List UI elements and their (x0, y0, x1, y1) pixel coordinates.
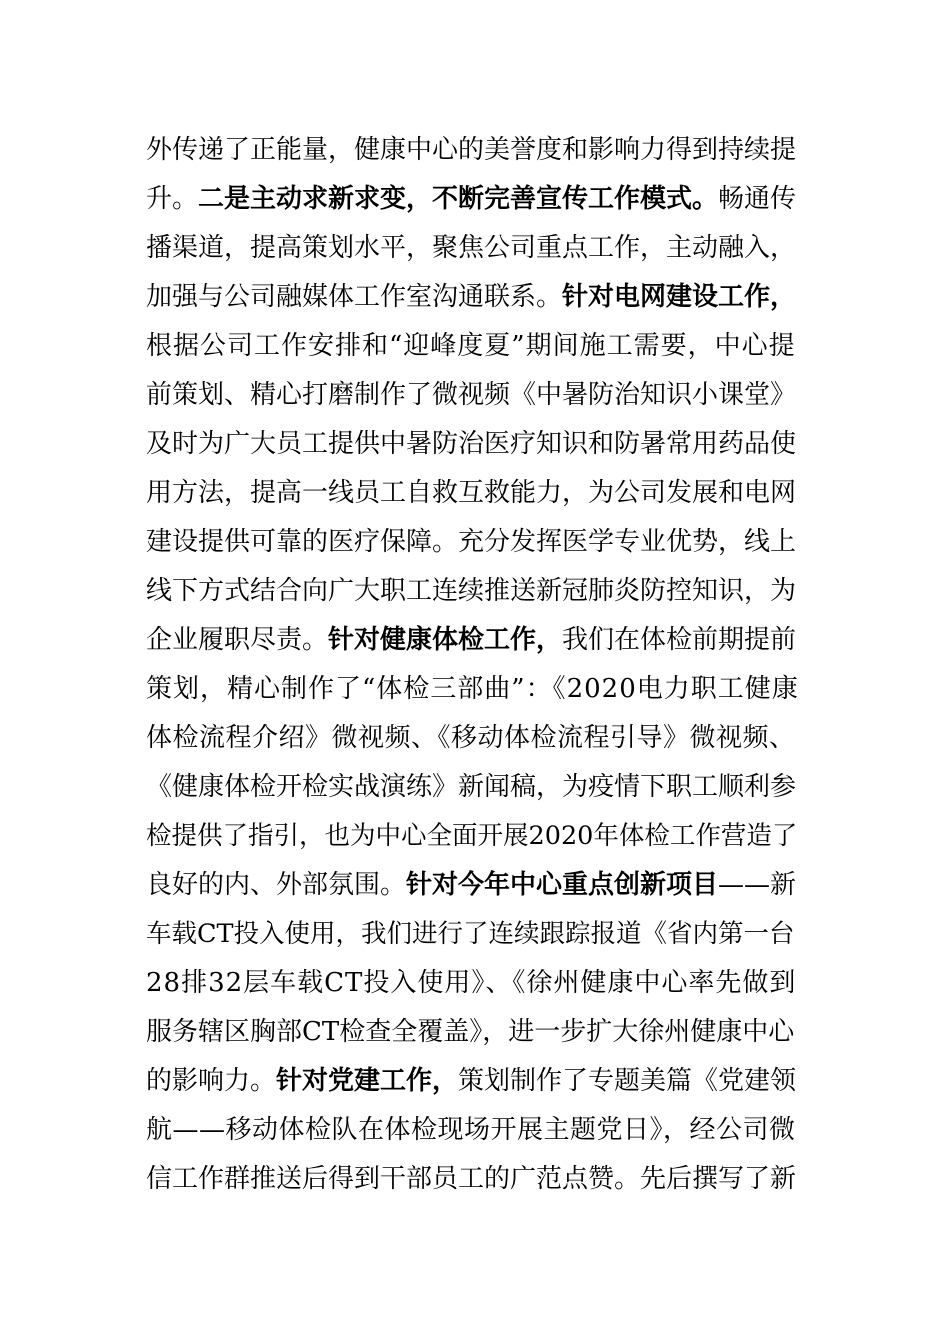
text-line (146, 1057, 806, 1106)
body-text: 《健康体检开检实战演练》新闻稿，为疫情下职工顺利参 (146, 772, 797, 802)
text-line (146, 616, 806, 665)
body-text: 车载CT投入使用，我们进行了连续跟踪报道《省内第一台 (146, 919, 795, 949)
bold-heading-text: 二是主动求新求变，不断完善宣传工作模式。 (198, 184, 719, 214)
body-text: 建设提供可靠的医疗保障。充分发挥医学专业优势，线上 (146, 527, 797, 557)
text-line (146, 567, 806, 616)
body-paragraph (146, 126, 806, 1204)
body-text: 加强与公司融媒体工作室沟通联系。 (146, 282, 563, 312)
text-line (146, 959, 806, 1008)
body-text: 服务辖区胸部CT检查全覆盖》，进一步扩大徐州健康中心 (146, 1017, 795, 1047)
body-text: 策划制作了专题美篇《党建领 (458, 1066, 797, 1096)
body-text: 及时为广大员工提供中暑防治医疗知识和防暑常用药品使 (146, 429, 797, 459)
text-line (146, 175, 806, 224)
text-line (146, 518, 806, 567)
text-line (146, 126, 806, 175)
body-text: 策划，精心制作了“体检三部曲”：《2020电力职工健康 (146, 674, 799, 704)
bold-heading-text: 针对电网建设工作， (562, 282, 797, 312)
text-line (146, 1008, 806, 1057)
text-line (146, 420, 806, 469)
text-line (146, 469, 806, 518)
text-line (146, 1106, 806, 1155)
body-text: 根据公司工作安排和“迎峰度夏”期间施工需要，中心提 (146, 331, 796, 361)
body-text: ——新 (718, 870, 797, 900)
text-line (146, 322, 806, 371)
text-line (146, 763, 806, 812)
text-line (146, 910, 806, 959)
body-text: 良好的内、外部氛围。 (146, 870, 407, 900)
body-text: 航——移动体检队在体检现场开展主题党日》，经公司微 (146, 1115, 796, 1145)
body-text: 用方法，提高一线员工自救互救能力，为公司发展和电网 (146, 478, 797, 508)
bold-heading-text: 针对今年中心重点创新项目 (406, 870, 719, 900)
body-text: 升。 (146, 184, 199, 214)
text-line (146, 371, 806, 420)
body-text: 的影响力。 (146, 1066, 277, 1096)
body-text: 28排32层车载CT投入使用》、《徐州健康中心率先做到 (146, 968, 797, 998)
body-text: 前策划、精心打磨制作了微视频《中暑防治知识小课堂》 (146, 380, 797, 410)
body-text: 我们在体检前期提前 (562, 625, 797, 655)
body-text: 检提供了指引，也为中心全面开展2020年体检工作营造了 (146, 821, 798, 851)
text-line (146, 273, 806, 322)
text-line (146, 812, 806, 861)
body-text: 信工作群推送后得到干部员工的广范点赞。先后撰写了新 (146, 1164, 797, 1194)
bold-heading-text: 针对党建工作， (276, 1066, 459, 1096)
bold-heading-text: 针对健康体检工作， (328, 625, 563, 655)
text-line (146, 861, 806, 910)
body-text: 企业履职尽责。 (146, 625, 329, 655)
body-text: 畅通传 (718, 184, 797, 214)
text-line (146, 665, 806, 714)
body-text: 线下方式结合向广大职工连续推送新冠肺炎防控知识，为 (146, 576, 797, 606)
body-text: 体检流程介绍》微视频、《移动体检流程引导》微视频、 (146, 723, 796, 753)
text-line (146, 1155, 806, 1204)
text-line (146, 224, 806, 273)
text-line (146, 714, 806, 763)
body-text: 外传递了正能量，健康中心的美誉度和影响力得到持续提 (146, 135, 797, 165)
body-text: 播渠道，提高策划水平，聚焦公司重点工作，主动融入， (146, 233, 797, 263)
